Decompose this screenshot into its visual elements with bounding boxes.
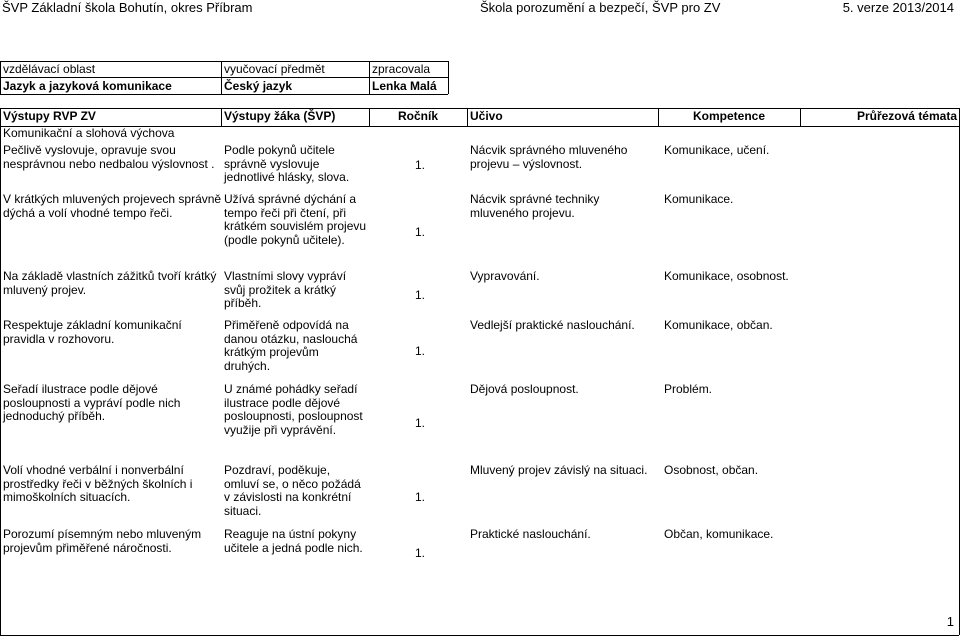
column-header-cross-topics: Průřezová témata <box>856 109 957 123</box>
row-student-outcome: Podle pokynů učitele správně vyslovuje jednotlivé hlásky, slova. <box>224 143 350 185</box>
header-program: Škola porozumění a bezpečí, ŠVP pro ZV <box>480 0 721 15</box>
divider <box>448 61 449 94</box>
row-competences: Problém. <box>664 382 713 396</box>
divider <box>0 61 1 94</box>
row-student-outcome: Pozdraví, poděkuje, omluví se, o něco požádá v závislosti na konkrétní situaci. <box>224 463 361 518</box>
row-competences: Komunikace. <box>664 192 734 206</box>
divider <box>0 77 448 78</box>
meta-label-area: vzdělávací oblast <box>3 62 96 76</box>
column-header-grade: Ročník <box>397 109 438 123</box>
row-rvp: Pečlivě vyslovuje, opravuje svou nesprávnou nebo nedbalou výslovnost . <box>3 143 215 171</box>
row-grade: 1. <box>414 490 425 504</box>
row-student-outcome: Přiměřeně odpovídá na danou otázku, naslouchá krátkým projevům druhých. <box>224 318 358 373</box>
row-student-outcome: Vlastními slovy vypráví svůj prožitek a krátký příběh. <box>224 269 347 311</box>
divider <box>800 108 801 126</box>
divider <box>0 635 959 636</box>
row-curriculum: Mluvený projev závislý na situaci. <box>470 463 648 477</box>
divider <box>369 108 370 126</box>
meta-value-subject: Český jazyk <box>224 79 293 93</box>
row-competences: Komunikace, učení. <box>664 143 770 157</box>
row-student-outcome: Užívá správné dýchání a tempo řeči při čtení, při krátkém souvislém projevu (podle pokynů učitele). <box>224 192 367 247</box>
divider <box>0 108 1 635</box>
row-competences: Osobnost, občan. <box>664 463 759 477</box>
column-header-student-outcomes: Výstupy žáka (ŠVP) <box>224 109 336 123</box>
row-grade: 1. <box>414 416 425 430</box>
divider <box>467 108 468 126</box>
row-student-outcome: Reaguje na ústní pokyny učitele a jedná podle nich. <box>224 527 363 555</box>
divider <box>658 108 659 126</box>
header-school: ŠVP Základní škola Bohutín, okres Příbram <box>2 0 253 15</box>
row-rvp: Na základě vlastních zážitků tvoří krátký mluvený projev. <box>3 269 217 297</box>
row-student-outcome: U známé pohádky seřadí ilustrace podle dějové posloupnosti, posloupnost využije při vyprávění. <box>224 382 363 437</box>
divider <box>0 94 448 95</box>
row-competences: Komunikace, osobnost. <box>664 269 789 283</box>
page-number: 1 <box>946 614 954 629</box>
meta-label-author: zpracovala <box>372 62 431 76</box>
row-curriculum: Nácvik správné techniky mluveného projevu. <box>470 192 600 220</box>
meta-value-author: Lenka Malá <box>372 79 437 93</box>
section-title: Komunikační a slohová výchova <box>3 126 175 140</box>
row-competences: Komunikace, občan. <box>664 318 773 332</box>
divider <box>369 61 370 94</box>
row-rvp: V krátkých mluvených projevech správně dýchá a volí vhodné tempo řeči. <box>3 192 222 220</box>
row-curriculum: Vypravování. <box>470 269 540 283</box>
row-grade: 1. <box>414 344 425 358</box>
header-version: 5. verze 2013/2014 <box>842 0 954 15</box>
column-header-curriculum: Učivo <box>470 109 503 123</box>
row-grade: 1. <box>414 288 425 302</box>
divider <box>221 61 222 94</box>
row-grade: 1. <box>414 225 425 239</box>
divider <box>221 108 222 126</box>
column-header-competences: Kompetence <box>692 109 766 123</box>
row-rvp: Volí vhodné verbální i nonverbální prostředky řeči v běžných školních i mimoškolních situacích. <box>3 463 193 505</box>
column-header-rvp: Výstupy RVP ZV <box>3 109 96 123</box>
meta-value-area: Jazyk a jazyková komunikace <box>3 79 172 93</box>
row-curriculum: Vedlejší praktické naslouchání. <box>470 318 635 332</box>
row-rvp: Respektuje základní komunikační pravidla v rozhovoru. <box>3 318 182 346</box>
row-grade: 1. <box>414 158 425 172</box>
row-curriculum: Nácvik správného mluveného projevu – výslovnost. <box>470 143 628 171</box>
meta-label-subject: vyučovací předmět <box>224 62 325 76</box>
row-curriculum: Praktické naslouchání. <box>470 527 591 541</box>
row-competences: Občan, komunikace. <box>664 527 774 541</box>
row-rvp: Porozumí písemným nebo mluveným projevům přiměřené náročnosti. <box>3 527 202 555</box>
row-curriculum: Dějová posloupnost. <box>470 382 579 396</box>
row-grade: 1. <box>414 546 425 560</box>
row-rvp: Seřadí ilustrace podle dějové posloupnosti a vypráví podle nich jednoduchý příběh. <box>3 382 181 424</box>
